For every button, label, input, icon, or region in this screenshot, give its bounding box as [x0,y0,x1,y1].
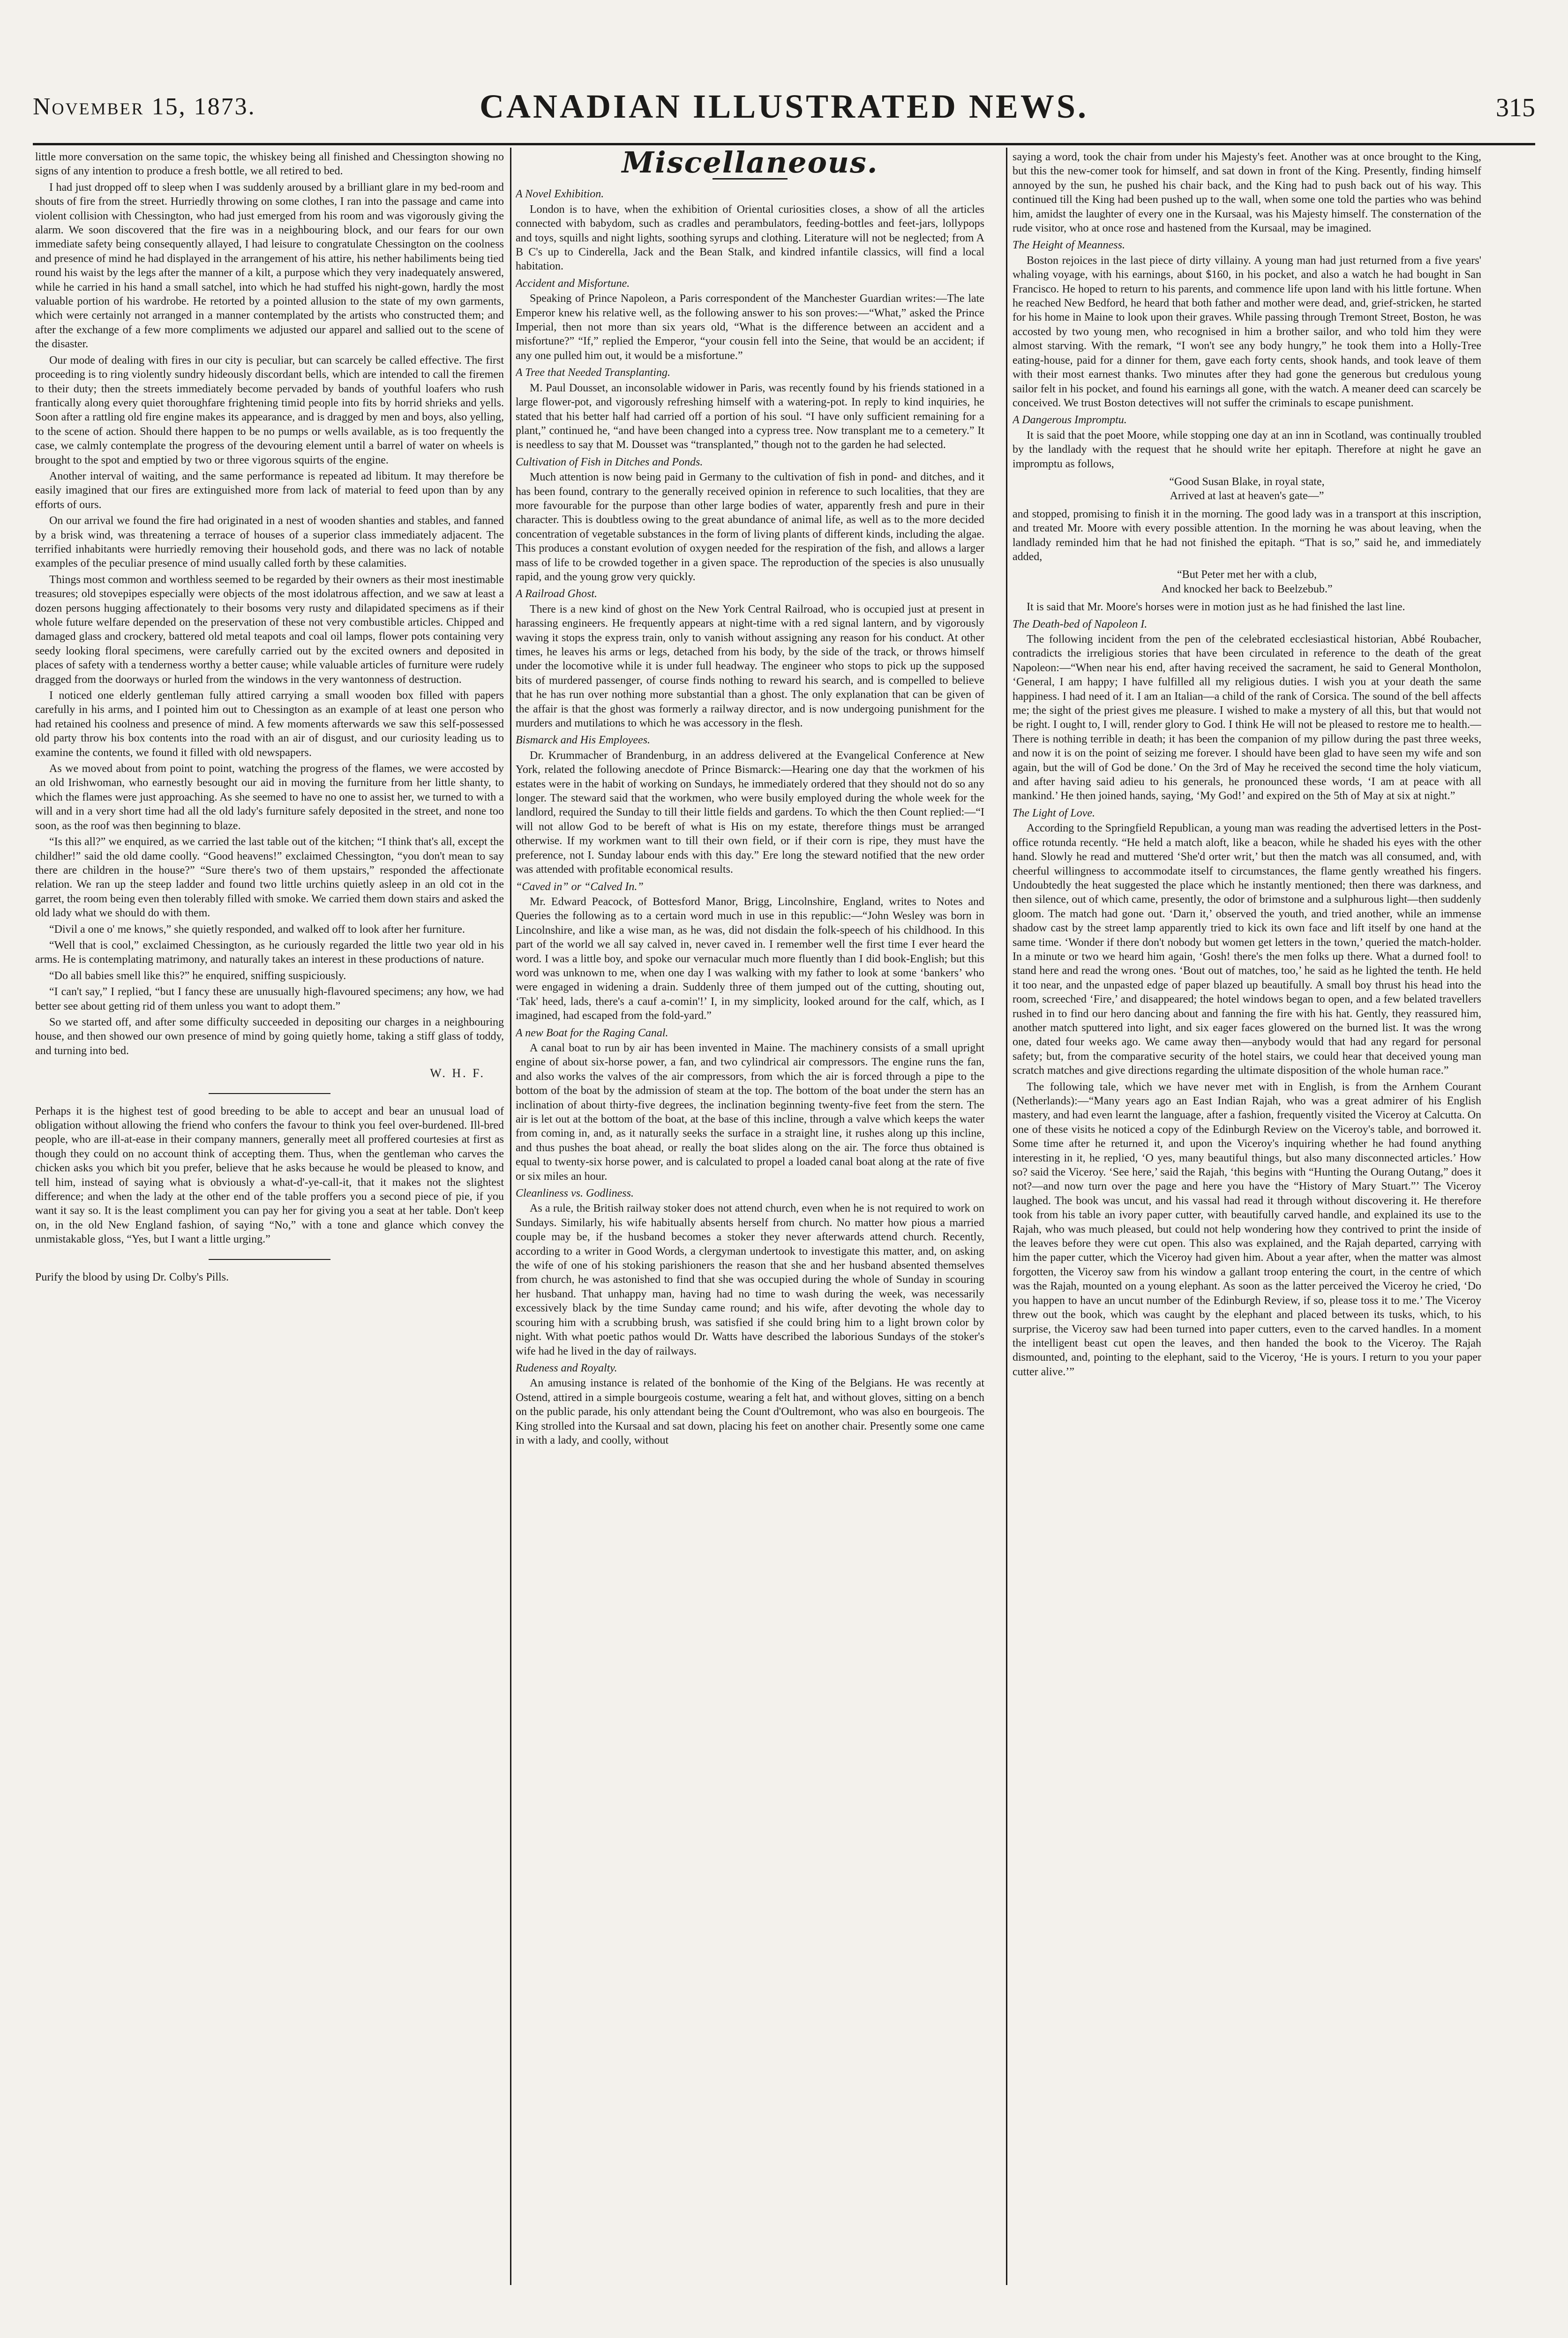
article-heading: A Dangerous Impromptu. [1013,414,1127,427]
article-body: M. Paul Dousset, an inconsolable widower in Paris, was recently found by his friends stationed in a large flower-pot, and vigorously refreshing himself with a watering-pot. In reply to kind inquiries, he stated that his better half had carried off a portion of his soul. “I have only sufficient remaining for a plant,” continued he, “and have been changed into a cypress tree. Now transplant me to a cemetery.” It is needless to say that M. Dousset was “transplanted,” though not to the garden he had selected. [516,382,984,451]
verse-line: “But Peter met her with a club, [1177,569,1317,581]
author-signature: W. H. F. [430,1066,485,1080]
story-paragraph: As we moved about from point to point, watching the progress of the flames, we were accosted by an old Irishwoman, who earnestly besought our aid in moving the furniture from her little shanty, to which the flames were just approaching. As she seemed to have no one to assist her, we turned to with a will and in a very short time had all the old lady's furniture safely deposited in the street, and none too soon, as the roof was then beginning to blaze. [35,763,504,832]
story-paragraph: “I can't say,” I replied, “but I fancy these are unusually high-flavoured specimens; any how, we had better see about getting rid of them unless you want to adopt them.” [35,986,504,1012]
story-paragraph: On our arrival we found the fire had originated in a nest of wooden shanties and stables, and fanned by a brisk wind, was threatening a terrace of houses of a superior class immediately adjacent. The terrified inhabitants were hurriedly removing their household gods, and there was no lack of notable examples of the peculiar presence of mind usually called forth by these calamities. [35,515,504,570]
issue-date: November 15, 1873. [33,93,256,120]
masthead-rule [33,143,1535,145]
epitaph-verse [1013,475,1481,503]
story-paragraph: Another interval of waiting, and the same performance is repeated ad libitum. It may therefore be easily imagined that our fires are extinguished more from lack of material to feed upon than by any efforts of ours. [35,470,504,511]
advert-notice: Purify the blood by using Dr. Colby's Pills. [35,1271,229,1283]
article-body: As a rule, the British railway stoker does not attend church, even when he is not required to work on Sundays. Similarly, his wife habitually absents herself from church. No matter how pious a married couple may be, if the husband becomes a stoker they never afterwards attend church. Recently, according to a writer in Good Words, a clergyman undertook to investigate this matter, and, on asking the wife of one of his stoking parishioners the reason that she and her husband absented themselves from church, he was astonished to find that she was occupied during the whole of Sunday in scouring her husband. That unhappy man, having had no time to wash during the week, was necessarily excessively black by the time Sunday came round; and his wife, after devoting the whole day to scouring him with a scrubbing brush, was satisfied if she could bring him to a light brown color by night. With what poetic pathos would Dr. Watts have described the laborious Sundays of the stoker's wife had he lived in the day of railways. [516,1202,984,1357]
article-body: and stopped, promising to finish it in the morning. The good lady was in a transport at this inscription, and treated Mr. Moore with every possible attention. In the morning he was about leaving, when the landlady reminded him that he had not finished the epitaph. “That is so,” said he, and immediately added, [1013,508,1481,563]
article-body: The following incident from the pen of the celebrated ecclesiastical historian, Abbé Roubacher, contradicts the irreligious stories that have been circulated in reference to the death of the great Napoleon:—“When near his end, after having received the sacrament, he said to General Montholon, ‘General, I am happy; I have fulfilled all my religious duties. I wish you at your death the same happiness. I had need of it. I am an Italian—a child of the rank of Corsica. The sound of the bell affects me; the sight of the priest gives me pleasure. I wished to make a mystery of all this, but that would not be right. I ought to, I will, render glory to God. I think He will not be pleased to restore me to health.—There is nothing terrible in death; it has been the companion of my pillow during the past three weeks, and now it is on the point of seizing me forever. I should have been glad to have seen my wife and son again, but the will of God be done.’ On the 3rd of May he received the second time the holy viaticum, and after having said adieu to his generals, he pronounced these words, ‘I am at peace with all mankind.’ He then joined hands, saying, ‘My God!’ and expired on the 5th of May at six at night.” [1013,633,1481,802]
article-heading: Cleanliness vs. Godliness. [516,1187,634,1200]
article-item [516,1361,984,1447]
article-body: Much attention is now being paid in Germany to the cultivation of fish in pond- and ditches, and it has been found, contrary to the generally received opinion in reference to such localities, that they are more favourable for the purpose than other large bodies of water, apparently fresh and pure in their character. This is doubtless owing to the great abundance of animal life, as well as to the more decided concentration of vegetable substances in the form of living plants of different kinds, including the algae. This produces a constant evolution of oxygen needed for the respiration of the fish, and allows a larger mass of life to be crowded together in a given space. The reproduction of the species is also unusually rapid, and the young grow very quickly. [516,471,984,583]
story-paragraph: “Well that is cool,” exclaimed Chessington, as he curiously regarded the little two year old in his arms. He is contemplating matrimony, and naturally takes an interest in these productions of nature. [35,939,504,966]
verse-line: And knocked her back to Beelzebub.” [1161,583,1333,595]
article-body: A canal boat to run by air has been invented in Maine. The machinery consists of a small upright engine of about six-horse power, a fan, and two cylindrical air compressors. The engine runs the fan, and also works the valves of the air compressors, from which the air is forced through a pipe to the bottom of the boat by the admission of steam at the top. The bottom of the boat under the stern has an inclination of about thirty-five degrees, the inclination beginning twenty-five feet from the stern. The air is let out at the bottom of the boat, at the base of this incline, through a valve which keeps the water from coming in, and, as it naturally seeks the surface in a straight line, it rushes along up this incline, and thus pushes the boat ahead, or really the boat slides along on the air. The force thus obtained is equal to twenty-six horse power, and is calculated to propel a loaded canal boat along at the rate of five or six miles an hour. [516,1042,984,1183]
story-paragraph: So we started off, and after some difficulty succeeded in depositing our charges in a neighbouring house, and then showed our own presence of mind by going quietly home, taking a stiff glass of toddy, and turning into bed. [35,1016,504,1057]
page-number: 315 [1496,93,1535,122]
article-body: The following tale, which we have never met with in English, is from the Arnhem Courant (Netherlands):—“Many years ago an East Indian Rajah, who was a great admirer of his English mastery, and had even learnt the language, after a fashion, frequently visited the Viceroy at Calcutta. On one of these visits he noticed a copy of the Edinburgh Review on the Viceroy's table, and borrowed it. Some time after he returned it, and upon the Viceroy's inquiring whether he had found anything interesting in it, he replied, ‘O yes, many beautiful things, but also many disconnected articles.’ How so? said the Viceroy. ‘See here,’ said the Rajah, ‘this begins with “Hunting the Ourang Outang,” does it not?—and now turn over the page and here you have the “History of Mary Stuart.”’ The Viceroy laughed. The book was uncut, and his vassal had read it through without discovering it. He therefore took from his table an ivory paper cutter, with beautifully carved handle, and explained its use to the Rajah, who was much pleased, but could not help wondering how they contrived to print the inside of the leaves before they were cut open. This also was explained, and the Rajah departed, carrying with him the paper cutter, which the Viceroy had given him. About a year after, when the matter was almost forgotten, the Viceroy saw from his window a gallant troop entering the court, in the centre of which was the Rajah, mounted on a young elephant. As soon as the latter perceived the Viceroy he cried, ‘Do you happen to have an uncut number of the Edinburgh Review, if so, please toss it to me.’ The Viceroy threw out the book, which was caught by the elephant and placed between its tusks, which, to his surprise, the Viceroy saw had been turned into paper cutters, even to the carved handles. In a moment the intelligent beast cut open the leaves, and then handed the book to the Viceroy. The Rajah dismounted, and, pointing to the elephant, said to the Viceroy, ‘He is yours. I return to you your paper cutter alive.’” [1013,1080,1481,1378]
column-divider-2 [1006,148,1007,2285]
column-2 [516,150,984,2287]
epitaph-verse [1013,568,1481,596]
story-paragraph: Our mode of dealing with fires in our city is peculiar, but can scarcely be called effective. The first proceeding is to ring violently sundry hideously discordant bells, which are intended to call the firemen to their duty; then the streets immediately become pervaded by bands of youthful loafers who rush frantically along every quiet thoroughfare frightening timid people into fits by horrid shrieks and yells. Soon after a rattling old fire engine makes its appearance, and is dragged by men and boys, also yelling, to the scene of action. Should there happen to be no pumps or wells available, as is too frequently the case, we calmly contemplate the progress of the devouring element until a barrel of water on wheels is brought to the spot and emptied by two or three vigorous squirts of the engine. [35,354,504,466]
article-heading: Rudeness and Royalty. [516,1362,617,1374]
article-heading: The Death-bed of Napoleon I. [1013,618,1148,630]
column-divider-1 [510,148,511,2285]
verse-line: Arrived at last at heaven's gate—” [1170,490,1324,502]
article-heading: A Tree that Needed Transplanting. [516,367,671,379]
article-body: Speaking of Prince Napoleon, a Paris correspondent of the Manchester Guardian writes:—The late Emperor knew his relative well, as the following answer to his son proves:—“What,” asked the Prince Imperial, then not more than six years old, “What is the difference between an accident and a misfortune?” “If,” replied the Emperor, “your cousin fell into the Seine, that would be an accident; if any one pulled him out, it would be a misfortune.” [516,292,984,362]
article-item [1013,617,1481,803]
divider-rule [209,1259,330,1260]
article-body: According to the Springfield Republican, a young man was reading the advertised letters in the Post-office rotunda recently. “He held a match aloft, like a beacon, while he shaded his eyes with the other hand. Slowly he read and muttered ‘She'd orter writ,’ but then the match was all consumed, and, with cheerful willingness to accommodate itself to circumstances, the flame gently wreathed his fingers. Undoubtedly the heat suggested the place which he instantly mentioned; then there was darkness, and then silence, out of which came, presently, the odor of brimstone and a sulphurous light—then suddenly gloom. The match had gone out. ‘Darn it,’ observed the youth, and tried another, while an immense shadow cast by the street lamp apparently tried to kick its own face and lift itself by one hand at the same time. ‘Wonder if there don't nobody but women get letters in the town,’ queried the match-holder. In a minute or two we heard him again, ‘Gosh! there's the men folks up there. What a durned fool! to stand here and read the wrong ones. ‘Bout out of matches, too,’ he said as he lighted the tenth. He held it too near, and the unpasted edge of paper blazed up beautifully. A small boy thrust his head into the room, screeched ‘Fire,’ and disappeared; the hotel windows began to open, and a few belated travellers rushed in to find our hero dancing about and fanning the fire with his hat. Gently, they reassured him, another match sputtered into light, and six eager faces glowered on the burned list. It was the wrong one, dated four weeks ago. We came away then—anybody would that had any regard for personal safety; but, from the comparative security of the hotel stairs, we could hear that deceived young man scratch matches and give directions regarding the ultimate disposition of the whole human race.” [1013,822,1481,1077]
article-heading: Bismarck and His Employees. [516,734,651,747]
story-paragraph: I noticed one elderly gentleman fully attired carrying a small wooden box filled with papers carefully in his arms, and I pointed him out to Chessington as an example of at least one person who had retained his coolness and presence of mind. A few moments afterwards we saw this self-possessed old party throw his box contents into the road with an air of disgust, and our curiosity leading us to examine the contents, we found it filled with old newspapers. [35,689,504,759]
verse-line: “Good Susan Blake, in royal state, [1169,475,1325,488]
column-1 [35,150,504,2287]
article-heading: A new Boat for the Raging Canal. [516,1027,668,1039]
article-item [516,455,984,584]
article-item [516,187,984,273]
story-paragraph: “Divil a one o' me knows,” she quietly responded, and walked off to look after her furniture. [49,923,465,936]
article-heading: Accident and Misfortune. [516,277,630,290]
section-title: Miscellaneous. [622,150,878,180]
article-item [516,733,984,877]
article-continuation: saying a word, took the chair from under his Majesty's feet. Another was at once brought to the King, but this the new-comer took for himself, and sat down in front of the King. Presently, finding himself annoyed by the sun, he pushed his chair back, and the King had to push back out of his way. This continued till the King had been pushed up to the wall, when some one told the parties who was behind him, amidst the laughter of every one in the Kursaal, was his Majesty himself. The consternation of the rude visitor, who at once rose and hastened from the Kursaal, may be imagined. [1013,151,1481,235]
story-paragraph: I had just dropped off to sleep when I was suddenly aroused by a brilliant glare in my bed-room and shouts of fire from the street. Hurriedly throwing on some clothes, I ran into the passage and came into violent collision with Chessington, who had just emerged from his room and was vigorously giving the alarm. We soon discovered that the fire was in a neighbouring block, and our fears for our own immediate safety being consequently allayed, I had leisure to congratulate Chessington on the coolness and presence of mind he had displayed in the arrangement of his attire, his nether habiliments being tied round his waist by the legs after the manner of a kilt, a purpose which they very inadequately answered, while he carried in his hand a small satchel, into which he had stuffed his night-gown, hardly the most valuable portion of his wardrobe. He retorted by a pointed allusion to the state of my own garments, which were certainly not arranged in a manner contemplated by the artists who constructed them; and after the exchange of a few more compliments we adjusted our apparel and sallied out to the scene of the disaster. [35,181,504,351]
article-item [1013,806,1481,1078]
article-body: There is a new kind of ghost on the New York Central Railroad, who is occupied just at present in harassing engineers. He frequently appears at night-time with a red signal lantern, and by vigorously waving it stops the express train, only to vanish without assigning any reason for his conduct. At other times, he leaves his arms or legs, detached from his body, by the side of the track, or throws himself under the locomotive while it is under full headway. The engineer who stops to pick up the supposed bits of murdered passenger, of course finds nothing to reward his search, and is compelled to believe that he has run over nothing more substantial than a ghost. The only explanation that can be given of the affair is that the ghost was formerly a railway director, and is now undergoing punishment for the murders and mutilations to which he was accessory in the flesh. [516,603,984,730]
article-item [516,366,984,452]
article-body: Dr. Krummacher of Brandenburg, in an address delivered at the Evangelical Conference at New York, related the following anecdote of Prince Bismarck:—Hearing one day that the workmen of his estates were in the habit of working on Sundays, he immediately ordered that they should not do so any longer. The steward said that the workmen, who were busily employed during the whole week for the landlord, required the Sunday to till their little fields and gardens. To which the then Count replied:—“I will not allow God to be bereft of what is His on my estate, therefore things must be arranged otherwise. If my workmen want to till their own field, or if their corn is ripe, they must have the preference, not I. Sunday labour ends with this day.” Ere long the steward notified that the new order was attended with profitable economical results. [516,749,984,876]
filler-paragraph: Perhaps it is the highest test of good breeding to be able to accept and bear an unusual load of obligation without allowing the friend who confers the favour to think you feel over-burdened. Ill-bred people, who are ill-at-ease in their company manners, generally meet all proffered courtesies at first as though they could on no account think of accepting them. Thus, when the gentleman who carves the chicken asks you which bit you prefer, believe that he asks because he would be pleased to know, and tell him, instead of saying what is obviously a what-d'-ye-call-it, that it makes not the slightest difference; and when the lady at the other end of the table proffers you a second piece of pie, if you want it say so. It is the least compliment you can pay her for giving you a seat at her table. Don't keep on, in the old New England fashion, of saying “No,” with a tone and glance which convey the unmistakable gloss, “Yes, but I want a little urging.” [35,1105,504,1246]
article-body: Boston rejoices in the last piece of dirty villainy. A young man had just returned from a five years' whaling voyage, with his earnings, about $160, in his pocket, and also a watch he had bought in San Francisco. He hoped to return to his parents, and commence life upon land with his little fortune. When he reached New Bedford, he heard that both father and mother were dead, and, grief-stricken, he started for his home in Maine to look upon their graves. While passing through Tremont Street, Boston, he was accosted by two young men, who recognised in him a brother sailor, and who told him they were almost starving. With the remark, “I won't see any body hungry,” he took them into a Holly-Tree eating-house, paid for a dinner for them, gave each forty cents, shook hands, and took leave of them with their most earnest thanks. Two minutes after they had gone the generous but credulous young sailor felt in his pocket, and found his earnings all gone, with the watch. A meaner deed can scarcely be conceived. We trust Boston detectives will not suffer the criminals to escape punishment. [1013,254,1481,409]
article-heading: A Novel Exhibition. [516,188,604,201]
divider-rule [209,1093,330,1094]
story-paragraph: “Is this all?” we enquired, as we carried the last table out of the kitchen; “I think that's all, except the childher!” said the old dame coolly. “Good heavens!” exclaimed Chessington, “you don't mean to say there are children in the house?” “Sure there's two of them upstairs,” responded the affectionate relation. We ran up the steep ladder and found two little urchins quietly asleep in an old cot in the garret, the room being even then tolerably filled with smoke. We carried them down stairs and asked the old lady what we should do with them. [35,836,504,920]
article-item [516,1186,984,1358]
article-body: London is to have, when the exhibition of Oriental curiosities closes, a show of all the articles connected with babydom, such as cradles and perambulators, feeding-bottles and feet-jars, lollypops and toys, squills and night lights, soothing syrups and clothing. Literature will not be neglected; from A B C's up to Cinderella, Jack and the Bean Stalk, and kindred infantile classics, will find a local habitation. [516,203,984,273]
article-body: It is said that Mr. Moore's horses were in motion just as he had finished the last line. [1027,601,1405,614]
article-heading: “Caved in” or “Calved In.” [516,880,644,893]
paper-title: CANADIAN ILLUSTRATED NEWS. [480,88,1088,125]
article-item [1013,413,1481,471]
fire-story [35,150,504,1058]
article-heading: The Light of Love. [1013,807,1095,819]
story-paragraph: little more conversation on the same topic, the whiskey being all finished and Chessington showing no signs of any intention to produce a fresh bottle, we all retired to bed. [35,151,504,178]
article-body: Mr. Edward Peacock, of Bottesford Manor, Brigg, Lincolnshire, England, writes to Notes and Queries the following as to a certain word much in use in this republic:—“John Wesley was born in Lincolnshire, and like a wise man, as he was, did not disdain the folk-speech of his childhood. In this part of the world we all say calved in, never caved in. I remember well the first time I ever heard the word. I was a little boy, and spoke our vernacular much more fluently than I did book-English; but this word was unknown to me, when one day I was walking with my father to look at some ‘bankers’ who were engaged in widening a drain. Suddenly three of them jumped out of the cutting, shouting out, ‘Tak' heed, lads, there's a cauf a-comin'!’ I, in my simplicity, looked around for the calf, which, as I imagined, had escaped from the fold-yard.” [516,895,984,1022]
article-body: An amusing instance is related of the bonhomie of the King of the Belgians. He was recently at Ostend, attired in a simple bourgeois costume, wearing a felt hat, and without gloves, sitting on a bench on the public parade, his only attendant being the Count d'Oultremont, who was also en bourgeois. The King strolled into the Kursaal and sat down, placing his feet on another chair. Presently some one came in with a lady, and coolly, without [516,1377,984,1446]
story-paragraph: “Do all babies smell like this?” he enquired, sniffing suspiciously. [49,969,346,982]
article-item [516,1026,984,1184]
article-item [516,880,984,1023]
article-heading: The Height of Meanness. [1013,239,1125,252]
story-paragraph: Things most common and worthless seemed to be regarded by their owners as their most inestimable treasures; old stovepipes especially were objects of the most idolatrous affection, and we saw at least a dozen persons hugging affectionately to their bosoms very rusty and dilapidated specimens as if their whole future welfare depended on the preservation of these not very combustible articles. Chipped and damaged glass and crockery, battered old metal teapots and coal oil lamps, flower pots containing very seedy looking floral specimens, were carefully carried out by the excited owners and deposited in places of safety with a tenderness worthy a better cause; while valuable articles of furniture were rudely dragged from the doorways or hurled from the windows in the very wantonness of destruction. [35,573,504,686]
article-heading: Cultivation of Fish in Ditches and Ponds. [516,456,703,468]
article-item [516,587,984,730]
masthead [33,84,1535,141]
article-heading: A Railroad Ghost. [516,588,598,600]
article-item [1013,238,1481,410]
article-body: It is said that the poet Moore, while stopping one day at an inn in Scotland, was continually troubled by the landlady with the request that he should write her epitaph. Therefore at night he gave an impromptu as follows, [1013,429,1481,470]
article-item [516,277,984,363]
column-3 [1013,150,1481,2287]
